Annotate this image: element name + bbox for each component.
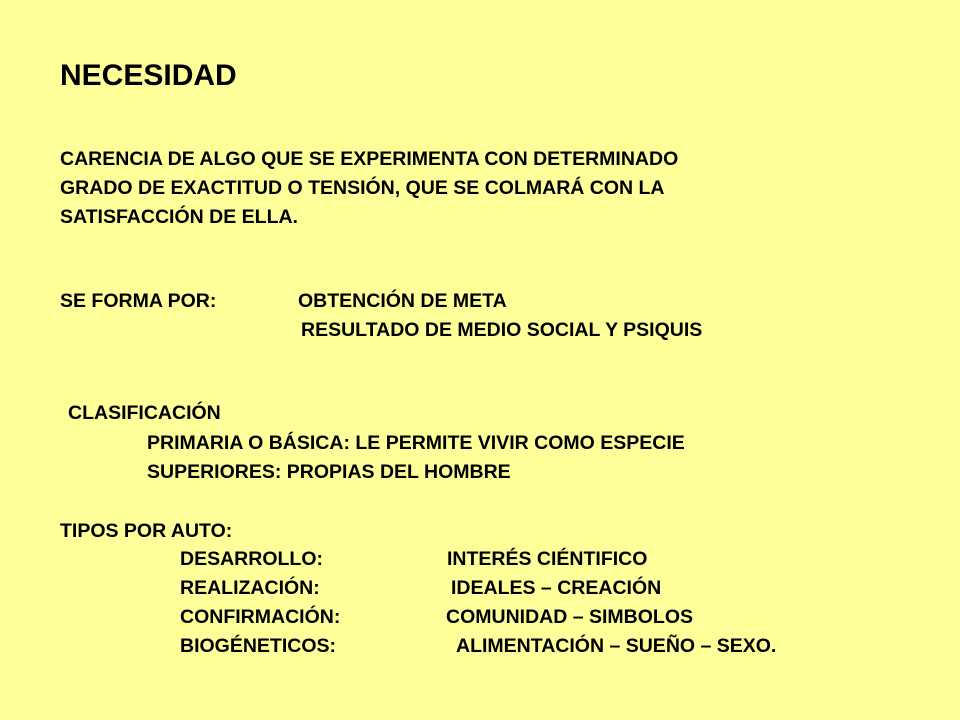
tipo-name: REALIZACIÓN: bbox=[180, 577, 320, 599]
tipo-value: ALIMENTACIÓN – SUEÑO – SEXO. bbox=[456, 635, 777, 657]
definition-line: GRADO DE EXACTITUD O TENSIÓN, QUE SE COLMARÁ CON LA bbox=[60, 177, 665, 199]
tipo-name: BIOGÉNETICOS: bbox=[180, 635, 337, 657]
se-forma-item: OBTENCIÓN DE META bbox=[298, 290, 507, 312]
tipo-name: CONFIRMACIÓN: bbox=[180, 606, 341, 628]
definition-line: CARENCIA DE ALGO QUE SE EXPERIMENTA CON DETERMINADO bbox=[60, 148, 679, 170]
definition-paragraph bbox=[60, 145, 678, 232]
tipo-value: IDEALES – CREACIÓN bbox=[451, 577, 662, 599]
se-forma-item: RESULTADO DE MEDIO SOCIAL Y PSIQUIS bbox=[301, 319, 703, 341]
se-forma-label: SE FORMA POR: bbox=[60, 290, 217, 312]
tipo-value: INTERÉS CIÉNTIFICO bbox=[447, 548, 648, 570]
slide-title: NECESIDAD bbox=[60, 59, 237, 92]
clasificacion-item: SUPERIORES: PROPIAS DEL HOMBRE bbox=[147, 461, 511, 483]
clasificacion-heading: CLASIFICACIÓN bbox=[68, 402, 221, 424]
definition-line: SATISFACCIÓN DE ELLA. bbox=[60, 206, 298, 228]
tipo-name: DESARROLLO: bbox=[180, 548, 323, 570]
clasificacion-item: PRIMARIA O BÁSICA: LE PERMITE VIVIR COMO ESPECIE bbox=[147, 432, 685, 454]
tipo-value: COMUNIDAD – SIMBOLOS bbox=[446, 606, 694, 628]
tipos-heading: TIPOS POR AUTO: bbox=[60, 520, 233, 542]
